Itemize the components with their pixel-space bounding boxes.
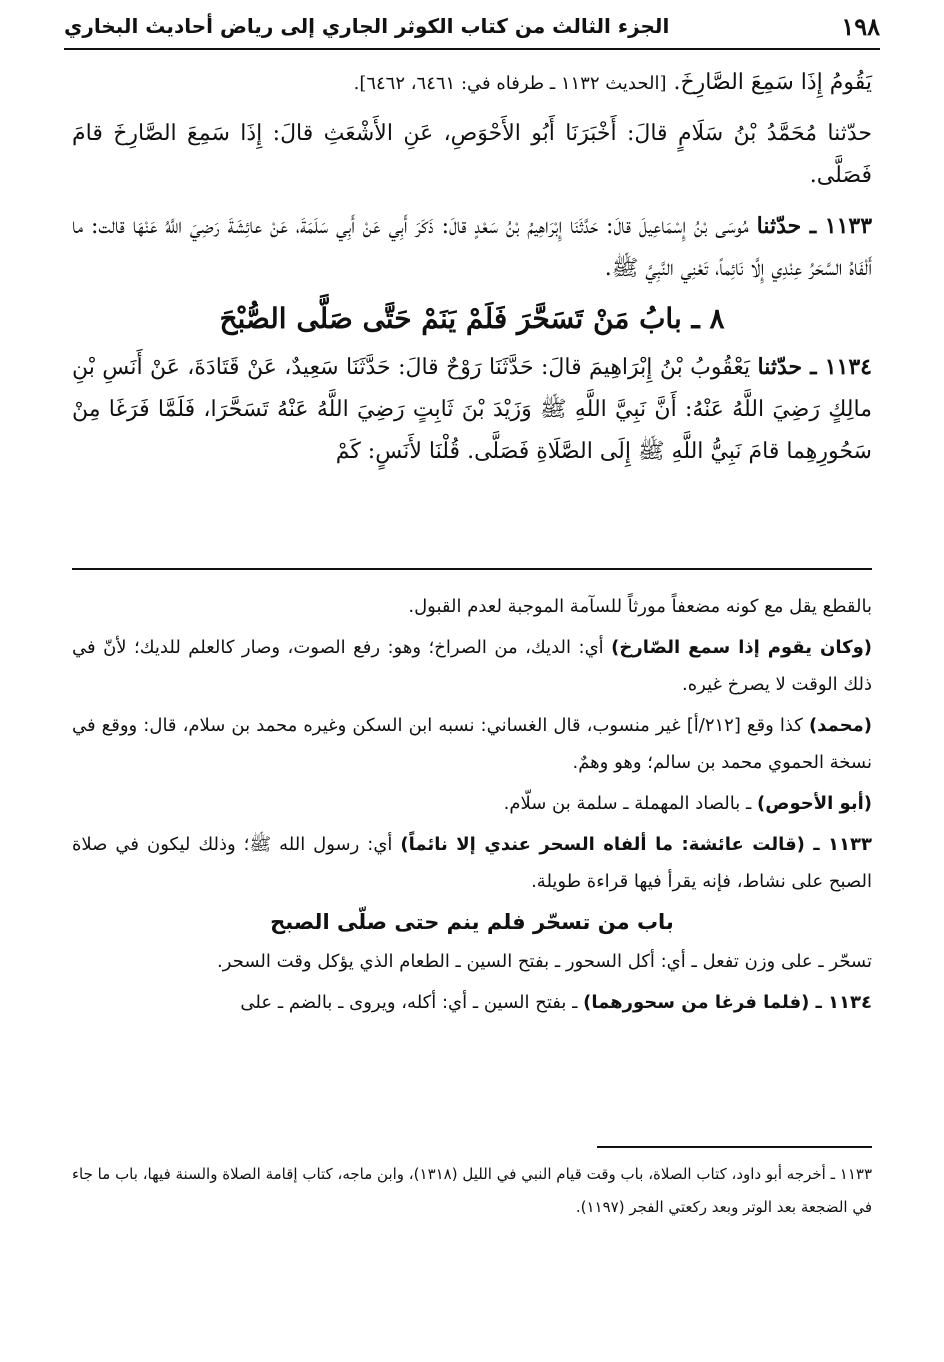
commentary-paragraph [72, 826, 872, 900]
footnote: ١١٣٣ ـ أخرجه أبو داود، كتاب الصلاة، باب وقت قيام النبي في الليل (١٣١٨)، وابن ماجه، كتاب إقامة الصلاة والسنة فيها، باب ما جاء في الضجعة بعد الوتر وبعد ركعتي الفجر (١١٩٧). [72, 1165, 873, 1216]
commentary-paragraph: بالقطع يقل مع كونه مضعفاً مورثاً للسآمة الموجبة لعدم القبول. [408, 596, 872, 617]
footnote-rule [597, 1146, 872, 1148]
hadith-paragraph [72, 346, 872, 473]
commentary-lemma: ١١٣٣ ـ (قالت عائشة: ما ألفاه السحر عندي إلا نائماً) [400, 834, 872, 855]
commentary-lemma: (محمد) [808, 715, 872, 736]
commentary-paragraph: تسحّر ـ على وزن تفعل ـ أي: أكل السحور ـ بفتح السين ـ الطعام الذي يؤكل وقت السحر. [217, 951, 872, 972]
commentary-text: ـ بفتح السين ـ أي: أكله، ويروى ـ بالضم ـ على [240, 992, 578, 1013]
section-divider [72, 568, 872, 570]
hadith-number: ١١٣٤ ـ حدّثنا [757, 354, 872, 380]
hadith-text-block [72, 62, 872, 481]
commentary-lemma: (أبو الأحوص) [757, 793, 872, 814]
hadith-reference: [الحديث ١١٣٢ ـ طرفاه في: ٦٤٦١، ٦٤٦٢]. [353, 73, 667, 94]
commentary-text: أي: رسول الله ﷺ؛ وذلك ليكون في صلاة الصبح على نشاط، فإنه يقرأ فيها قراءة طويلة. [72, 834, 872, 892]
chapter-heading: ٨ ـ بابُ مَنْ تَسَحَّرَ فَلَمْ يَنَمْ حَتَّى صَلَّى الصُّبْحَ [219, 302, 725, 335]
commentary-text: أي: الديك، من الصراخ؛ وهو: رفع الصوت، وصار كالعلم للديك؛ لأنّ في ذلك الوقت لا يصرخ غيره. [72, 637, 872, 695]
hadith-text: مُوسَى بْنُ إِسْمَاعِيلَ قالَ: حَدَّثَنَا إِبْرَاهِيمُ بْنُ سَعْدٍ قالَ: ذَكَرَ أَبِي عَنْ أَبِي سَلَمَةَ، عَنْ عائِشَةَ رَضِيَ اللَّهُ عَنْهَا قالت: ما أَلْفَاهُ السَّحَرُ عِنْدِي إِلَّا نَائِماً، تَعْنِي النَّبِيَّ ﷺ. [72, 214, 872, 281]
commentary-block [72, 588, 872, 1025]
page-header [64, 4, 880, 50]
footnotes-block [72, 1158, 872, 1224]
commentary-lemma: (وكان يقوم إذا سمع الصّارخ) [611, 637, 872, 658]
hadith-number: ١١٣٣ ـ حدّثنا [756, 213, 873, 239]
commentary-paragraph [72, 629, 872, 703]
commentary-text: ـ بالصاد المهملة ـ سلمة بن سلّام. [503, 793, 752, 814]
hadith-paragraph [72, 205, 872, 290]
hadith-text: يَعْقُوبُ بْنُ إِبْرَاهِيمَ قالَ: حَدَّثَنَا رَوْحٌ قالَ: حَدَّثَنَا سَعِيدٌ، عَنْ قَتَادَةَ، عَنْ أَنَسِ بْنِ مالِكٍ رَضِيَ اللَّهُ عَنْهُ: أَنَّ نَبِيَّ اللَّهِ ﷺ وَزَيْدَ بْنَ ثَابِتٍ رَضِيَ اللَّهُ عَنْهُ تَسَحَّرَا، فَلَمَّا فَرَغَا مِنْ سَحُورِهِما قامَ نَبِيُّ اللَّهِ ﷺ إِلَى الصَّلَاةِ فَصَلَّى. قُلْنَا لأَنَسٍ: كَمْ [72, 355, 872, 464]
commentary-paragraph [72, 785, 872, 822]
page-number: ١٩٨ [841, 11, 880, 41]
commentary-paragraph [72, 984, 872, 1021]
running-title: الجزء الثالث من كتاب الكوثر الجاري إلى رياض أحاديث البخاري [64, 14, 670, 38]
hadith-paragraph [72, 62, 872, 105]
commentary-chapter-heading: باب من تسحّر فلم ينم حتى صلّى الصبح [270, 910, 674, 934]
hadith-paragraph: حدّثنا مُحَمَّدُ بْنُ سَلَامٍ قالَ: أَخْبَرَنَا أَبُو الأَحْوَصِ، عَنِ الأَشْعَثِ قالَ: إِذَا سَمِعَ الصَّارِخَ قامَ فَصَلَّى. [72, 121, 872, 188]
commentary-text: كذا وقع [٢١٢/أ] غير منسوب، قال الغساني: نسبه ابن السكن وغيره محمد بن سلام، قال: ووقع في نسخة الحموي محمد بن سالم؛ وهو وهمٌ. [72, 715, 872, 773]
hadith-text: يَقُومُ إِذَا سَمِعَ الصَّارِخَ. [673, 70, 872, 95]
commentary-paragraph [72, 707, 872, 781]
commentary-lemma: ١١٣٤ ـ (فلما فرغا من سحورهما) [583, 992, 872, 1013]
